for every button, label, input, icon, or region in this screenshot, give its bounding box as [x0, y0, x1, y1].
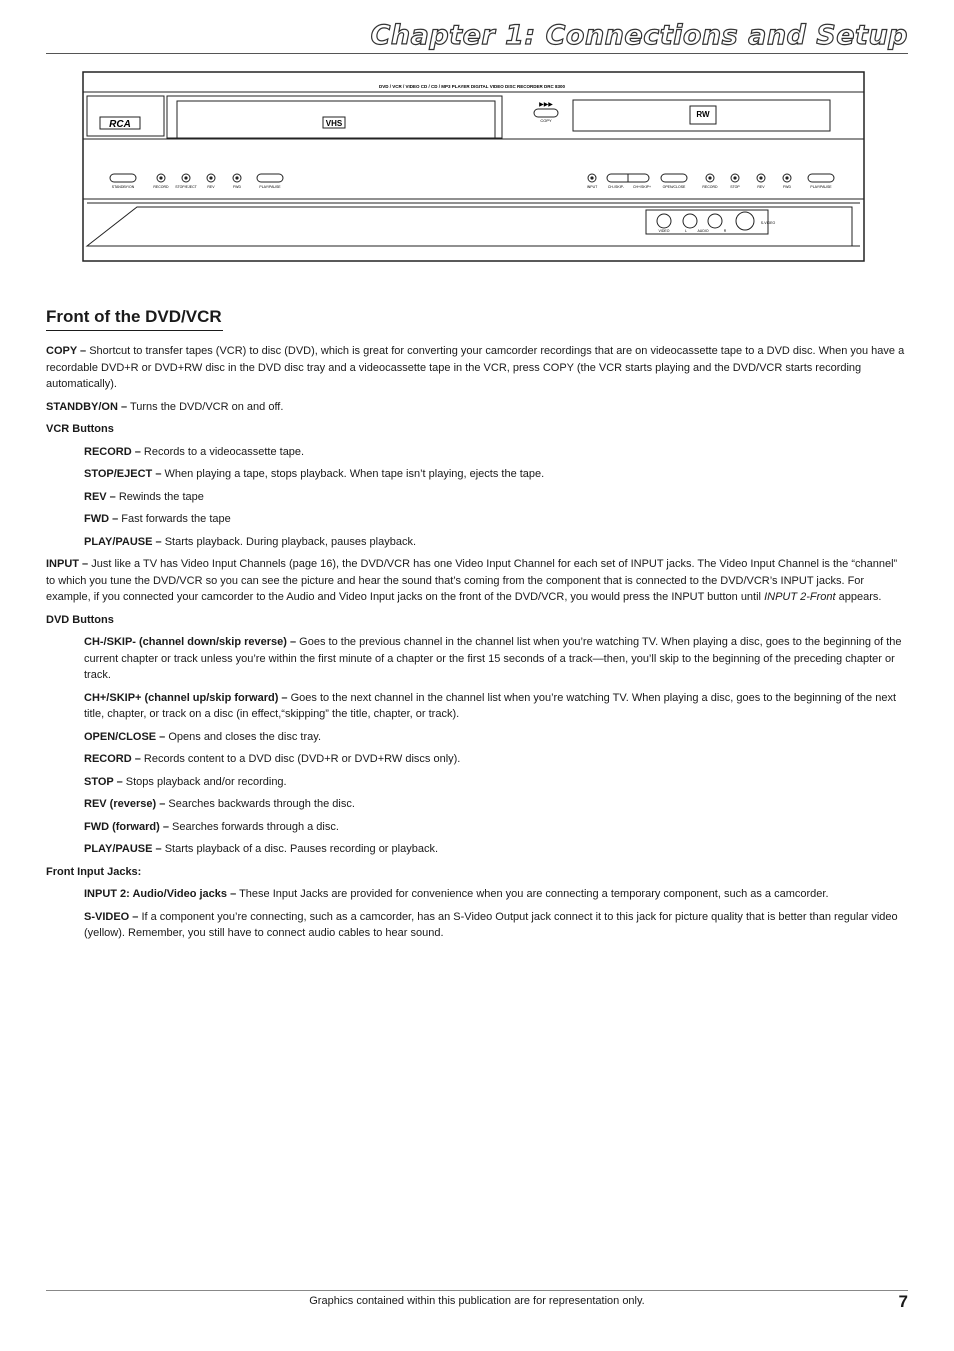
- item-vcr-play: [46, 534, 909, 551]
- item-text: Searches backwards through the disc.: [165, 798, 355, 810]
- item-term: PLAY/PAUSE –: [84, 843, 162, 855]
- item-term: REV –: [84, 490, 116, 503]
- item-text: When playing a tape, stops playback. When tape isn’t playing, ejects the tape.: [161, 468, 545, 480]
- item-vcr-stop: [46, 466, 909, 483]
- svg-text:PLAY/PAUSE: PLAY/PAUSE: [259, 185, 281, 189]
- svg-text:R: R: [723, 229, 727, 233]
- svg-text:VIDEO: VIDEO: [658, 229, 670, 233]
- svg-text:FWD: FWD: [783, 185, 791, 189]
- item-text: Rewinds the tape: [115, 490, 204, 503]
- item-vcr-fwd: [46, 511, 909, 528]
- svg-text:CH+/SKIP+: CH+/SKIP+: [632, 185, 652, 189]
- model-label: DVD / VCR / VIDEO CD / CD / MP3 PLAYER DIGITAL VIDEO DISC RECORDER DRC 8300: [379, 84, 565, 89]
- item-dvd-chplus: [46, 690, 909, 723]
- item-term: INPUT –: [46, 558, 89, 570]
- svg-text:FWD: FWD: [233, 185, 241, 189]
- copy-arrows-icon: ▶▶▶: [539, 102, 553, 108]
- item-dvd-fwd: [46, 819, 909, 836]
- item-input: [46, 556, 909, 606]
- item-term: S-VIDEO –: [84, 910, 139, 923]
- rca-logo: RCA: [109, 119, 131, 130]
- item-vcr-rev: [46, 489, 909, 506]
- item-term: FWD –: [84, 513, 119, 525]
- item-standby: [46, 399, 909, 416]
- svg-text:CH-/SKIP-: CH-/SKIP-: [607, 185, 625, 189]
- item-dvd-open: [46, 729, 909, 746]
- dvd-buttons-heading: DVD Buttons: [46, 613, 114, 626]
- svg-text:RECORD: RECORD: [702, 185, 718, 189]
- item-text: Searches forwards through a disc.: [168, 820, 339, 833]
- chapter-title: Chapter 1: Connections and Setup: [370, 20, 908, 51]
- footer-rule: [46, 1290, 908, 1291]
- front-input-jacks: [646, 210, 775, 234]
- item-text: Starts playback of a disc. Pauses recording or playback.: [161, 843, 438, 855]
- item-text: Stops playback and/or recording.: [122, 775, 287, 788]
- item-term: INPUT 2: Audio/Video jacks –: [84, 888, 237, 900]
- item-dvd-record: [46, 751, 909, 768]
- item-term: STOP –: [84, 775, 123, 788]
- item-term: OPEN/CLOSE –: [84, 730, 166, 743]
- item-term: RECORD –: [84, 445, 141, 458]
- svg-text:STANDBY/ON: STANDBY/ON: [111, 185, 135, 189]
- item-text: These Input Jacks are provided for convenience when you are connecting a temporary component, such as a camcorder.: [236, 888, 829, 900]
- item-dvd-play: [46, 841, 909, 858]
- item-term: COPY –: [46, 345, 87, 357]
- svg-text:OPEN/CLOSE: OPEN/CLOSE: [662, 185, 686, 189]
- item-copy: [46, 343, 909, 393]
- svg-text:STOP/EJECT: STOP/EJECT: [175, 185, 197, 189]
- item-term: CH+/SKIP+ (channel up/skip forward) –: [84, 691, 288, 704]
- front-input-jacks-heading: Front Input Jacks:: [46, 865, 142, 878]
- svg-text:AUDIO: AUDIO: [697, 229, 709, 233]
- item-text: Fast forwards the tape: [118, 513, 231, 525]
- svg-text:PLAY/PAUSE: PLAY/PAUSE: [810, 185, 832, 189]
- item-jack-svideo: [46, 909, 909, 942]
- vhs-logo: VHS: [325, 119, 343, 128]
- header-rule: [46, 53, 908, 54]
- description-list: [46, 343, 909, 948]
- item-term: STOP/EJECT –: [84, 468, 162, 480]
- item-text: Starts playback. During playback, pauses playback.: [161, 535, 416, 548]
- item-text: Goes to the previous channel in the channel list when you’re watching TV. When playing a disc, goes to the beginning of the current chapter or track unless you’re within the first minute of a chapter or the first 15 seconds of a track—then, you’ll skip to the beginning of the preceding chapter or track.: [84, 636, 902, 681]
- item-text: If a component you’re connecting, such as a camcorder, has an S-Video Output jack connect it to this jack for picture quality that is better than regular video (yellow). Remember, you still have to connect audio cables to hear sound.: [84, 910, 898, 939]
- item-vcr-record: [46, 444, 909, 461]
- item-dvd-chminus: [46, 634, 909, 684]
- item-jack-input2: [46, 886, 909, 903]
- item-italic: INPUT 2-Front: [764, 591, 836, 603]
- item-term: RECORD –: [84, 753, 141, 765]
- item-term: FWD (forward) –: [84, 820, 169, 833]
- svg-text:L: L: [685, 229, 687, 233]
- item-text-tail: appears.: [835, 591, 882, 603]
- page-number: 7: [898, 1292, 908, 1311]
- item-text: Turns the DVD/VCR on and off.: [127, 400, 284, 413]
- svg-text:RECORD: RECORD: [153, 185, 169, 189]
- dvd-vcr-front-diagram: [82, 71, 865, 263]
- item-text: Shortcut to transfer tapes (VCR) to disc (DVD), which is great for converting your camcorder recordings that are on videocassette tape to a DVD disc. When you have a recordable DVD+R or DVD+RW disc in the DVD disc tray and a videocassette tape in the VCR, press COPY (the VCR starts playing and the DVD/VCR starts recording automatically).: [46, 345, 905, 390]
- vcr-buttons-heading: VCR Buttons: [46, 423, 114, 435]
- section-title-underline: [46, 330, 223, 331]
- item-text: Records content to a DVD disc (DVD+R or DVD+RW discs only).: [140, 753, 461, 765]
- item-text: Opens and closes the disc tray.: [165, 730, 322, 743]
- rw-logo: RW: [696, 110, 710, 119]
- item-text: Goes to the next channel in the channel list when you’re watching TV. When playing a disc, goes to the beginning of the next title, chapter, or track on a disc (in effect,“skipping” the title, chapter, or track).: [84, 691, 896, 720]
- copy-label: COPY: [540, 118, 552, 123]
- footer-note: Graphics contained within this publication are for representation only.: [309, 1295, 645, 1307]
- svg-text:REV: REV: [207, 185, 215, 189]
- item-term: STANDBY/ON –: [46, 400, 128, 413]
- item-term: CH-/SKIP- (channel down/skip reverse) –: [84, 636, 297, 648]
- item-term: PLAY/PAUSE –: [84, 535, 162, 548]
- item-text: Just like a TV has Video Input Channels (page 16), the DVD/VCR has one Video Input Channel for each set of INPUT jacks. The Video Input Channel is the “channel” to which you tune the DVD/VCR so you can see the picture and hear the sound that’s coming from the component that is connected to the DVD/VCR’s INPUT jacks. For example, if you connected your camcorder to the Audio and Video Input jacks on the front of the DVD/VCR, you would press the INPUT button until: [46, 558, 898, 603]
- svg-text:REV: REV: [757, 185, 765, 189]
- svg-text:INPUT: INPUT: [586, 185, 598, 189]
- item-text: Records to a videocassette tape.: [140, 445, 305, 458]
- section-title: Front of the DVD/VCR: [46, 307, 222, 326]
- item-dvd-rev: [46, 796, 909, 813]
- item-term: REV (reverse) –: [84, 798, 166, 810]
- copy-button: [534, 109, 558, 117]
- svg-text:STOP: STOP: [730, 185, 740, 189]
- svg-text:S-VIDEO: S-VIDEO: [760, 221, 776, 225]
- item-dvd-stop: [46, 774, 909, 791]
